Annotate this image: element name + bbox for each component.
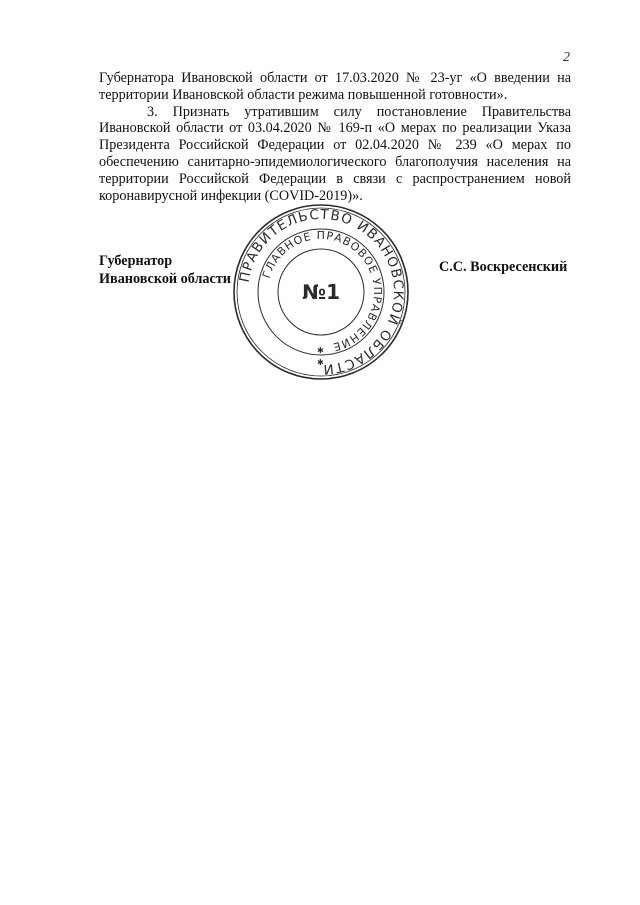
stamp-outer-text: ПРАВИТЕЛЬСТВО ИВАНОВСКОЙ ОБЛАСТИ bbox=[236, 206, 407, 378]
stamp-star-icon: ✱ bbox=[317, 346, 324, 355]
paragraph-2-line-3: Президента Российской Федерации от 02.04.2020 № 239 «О мерах по bbox=[99, 137, 571, 154]
document-body bbox=[99, 70, 571, 204]
signatory-name: С.С. Воскресенский bbox=[439, 259, 568, 275]
page-number: 2 bbox=[563, 50, 570, 65]
official-stamp bbox=[232, 203, 410, 381]
signatory-title bbox=[99, 252, 231, 288]
signatory-title-line-1: Губернатор bbox=[99, 253, 173, 269]
paragraph-2-line-6: коронавирусной инфекции (COVID-2019)». bbox=[99, 187, 363, 204]
paragraph-2-line-2: Ивановской области от 03.04.2020 № 169-п «О мерах по реализации Указа bbox=[99, 120, 571, 137]
stamp-inner-text: ГЛАВНОЕ ПРАВОВОЕ УПРАВЛЕНИЕ bbox=[260, 228, 385, 354]
stamp-center-number: №1 bbox=[302, 280, 340, 304]
paragraph-1-line-2: территории Ивановской области режима повышенной готовности». bbox=[99, 86, 508, 103]
stamp-star-icon-2: ✱ bbox=[317, 358, 324, 367]
signatory-title-line-2: Ивановской области bbox=[99, 271, 231, 287]
stamp-star-icons bbox=[317, 346, 324, 367]
paragraph-1-line-1: Губернатора Ивановской области от 17.03.2020 № 23-уг «О введении на bbox=[99, 70, 571, 86]
paragraph-2-line-4: обеспечению санитарно-эпидемиологического благополучия населения на bbox=[99, 153, 571, 170]
paragraph-2-line-5: территории Российской Федерации в связи с распространением новой bbox=[99, 170, 571, 187]
stamp-graphic bbox=[232, 203, 410, 381]
paragraph-2-line-1: 3. Признать утратившим силу постановление Правительства bbox=[147, 103, 571, 120]
